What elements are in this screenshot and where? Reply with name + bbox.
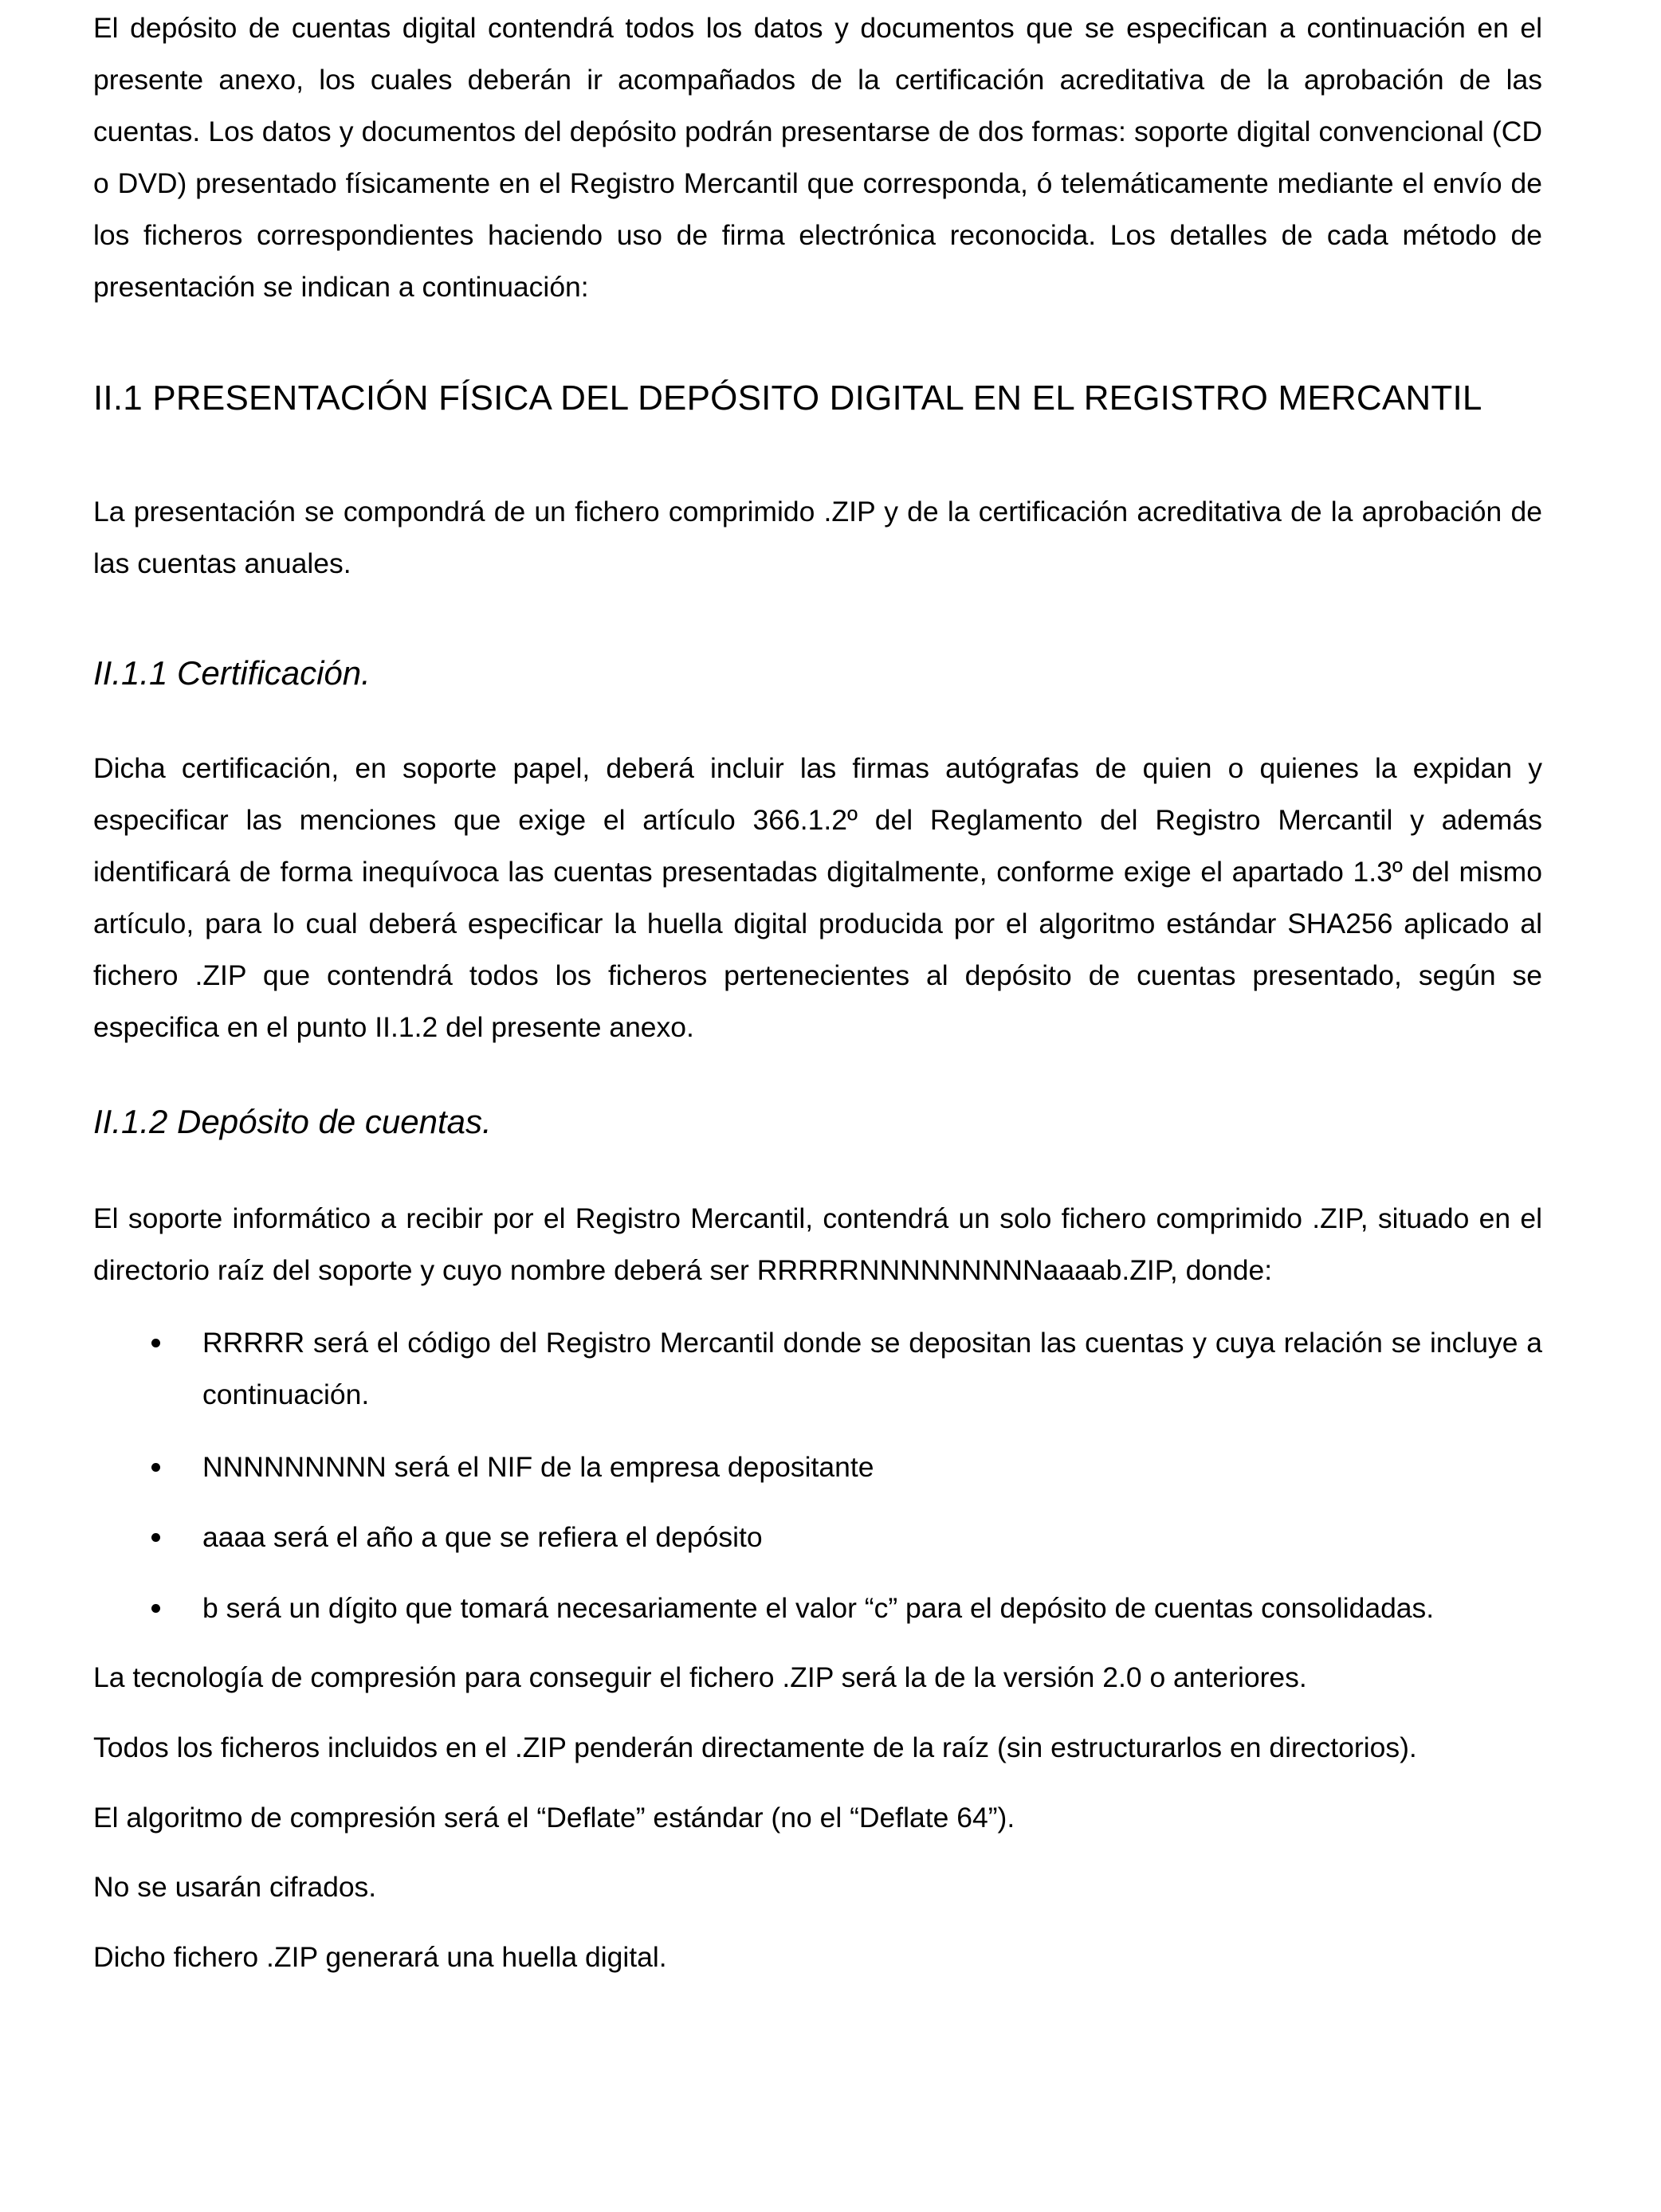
bullet-text: NNNNNNNNN será el NIF de la empresa depositante [202,1451,874,1483]
list-item [93,1317,1542,1421]
bullet-text: b será un dígito que tomará necesariamente el valor “c” para el depósito de cuentas consolidadas. [202,1592,1435,1624]
bullet-text: RRRRR será el código del Registro Mercantil donde se depositan las cuentas y cuya relación se incluye a continuación. [202,1327,1542,1410]
bullet-text: aaaa será el año a que se refiera el depósito [202,1521,763,1553]
intro-paragraph: El depósito de cuentas digital contendrá todos los datos y documentos que se especifican a continuación en el presente anexo, los cuales deberán ir acompañados de la certificación acreditativa de la aprobación de las cuentas. Los datos y documentos del depósito podrán presentarse de dos formas: soporte digital convencional (CD o DVD) presentado físicamente en el Registro Mercantil que corresponda, ó telemáticamente mediante el envío de los ficheros correspondientes haciendo uso de firma electrónica reconocida. Los detalles de cada método de presentación se indican a continuación: [93,12,1542,303]
bullet-icon [151,1463,160,1472]
algorithm-line: El algoritmo de compresión será el “Deflate” estándar (no el “Deflate 64”). [93,1802,1015,1834]
section-ii1-paragraph: La presentación se compondrá de un fichero comprimido .ZIP y de la certificación acreditativa de la aprobación de las cuentas anuales. [93,496,1542,579]
root-files-line: Todos los ficheros incluidos en el .ZIP penderán directamente de la raíz (sin estructurarlos en directorios). [93,1732,1417,1763]
section-heading-ii11: II.1.1 Certificación. [93,654,371,692]
hash-line: Dicho fichero .ZIP generará una huella digital. [93,1941,667,1973]
list-item [93,1441,1542,1493]
section-ii11-paragraph: Dicha certificación, en soporte papel, deberá incluir las firmas autógrafas de quien o quienes la expidan y especificar las menciones que exige el artículo 366.1.2º del Reglamento del Registro Mercantil y además identificará de forma inequívoca las cuentas presentadas digitalmente, conforme exige el apartado 1.3º del mismo artículo, para lo cual deberá especificar la huella digital producida por el algoritmo estándar SHA256 aplicado al fichero .ZIP que contendrá todos los ficheros pertenecientes al depósito de cuentas presentado, según se especifica en el punto II.1.2 del presente anexo. [93,752,1542,1043]
section-ii12-paragraph: El soporte informático a recibir por el Registro Mercantil, contendrá un solo fichero comprimido .ZIP, situado en el directorio raíz del soporte y cuyo nombre deberá ser RRRRRNNNNNNNNNaaaab.ZIP, donde: [93,1202,1542,1286]
no-encryption-line: No se usarán cifrados. [93,1871,377,1903]
section-heading-ii12: II.1.2 Depósito de cuentas. [93,1103,492,1140]
section-heading-ii1: II.1 PRESENTACIÓN FÍSICA DEL DEPÓSITO DIGITAL EN EL REGISTRO MERCANTIL [93,378,1482,418]
bullet-icon [151,1339,160,1347]
bullet-icon [151,1604,160,1613]
list-item [93,1583,1557,1634]
compression-version-line: La tecnología de compresión para conseguir el fichero .ZIP será la de la versión 2.0 o anteriores. [93,1661,1307,1693]
bullet-icon [151,1533,160,1542]
list-item [93,1512,1542,1563]
